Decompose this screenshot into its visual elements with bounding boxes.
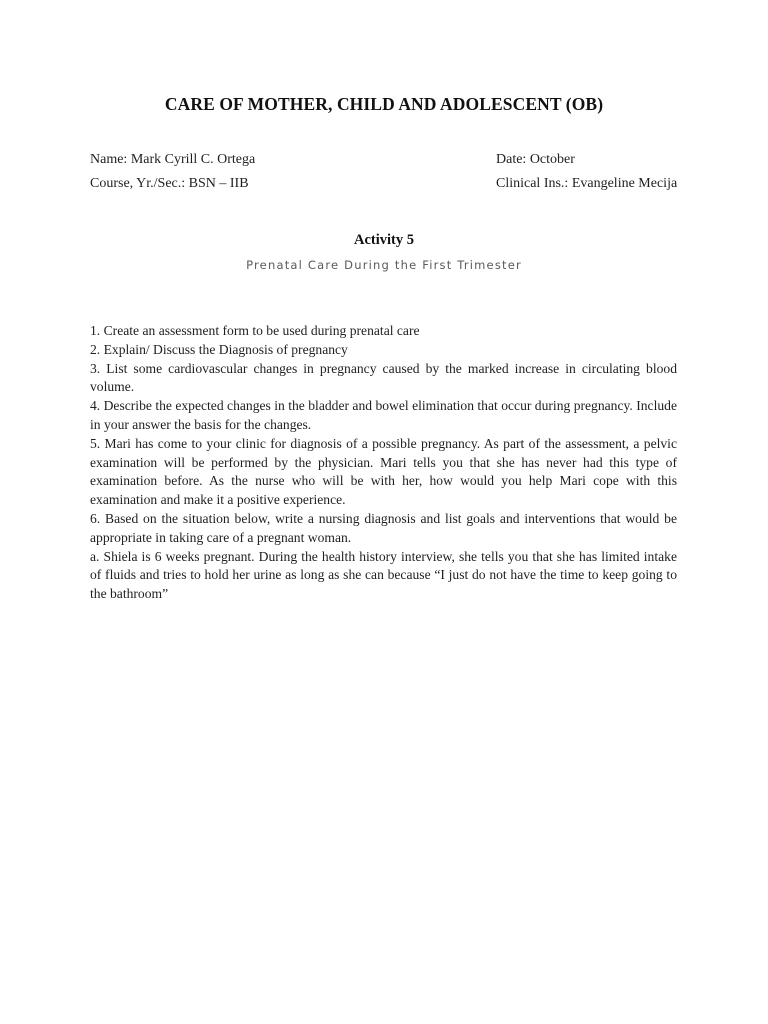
list-item: 1. Create an assessment form to be used during prenatal care (90, 323, 420, 338)
list-item: 6. Based on the situation below, write a nursing diagnosis and list goals and interventions that would be appropriate in taking care of a pregnant woman. (90, 510, 677, 545)
list-item: 5. Mari has come to your clinic for diagnosis of a possible pregnancy. As part of the assessment, a pelvic examination will be performed by the physician. Mari tells you that she has never had this type of examination before. As the nurse who will be with her, how would you help Mari cope with this examination and make it a positive experience. (90, 435, 677, 508)
document-title: CARE OF MOTHER, CHILD AND ADOLESCENT (OB) (164, 94, 604, 114)
list-item: 3. List some cardiovascular changes in pregnancy caused by the marked increase in circulating blood volume. (90, 360, 677, 395)
date-field: Date: October (496, 152, 575, 167)
course-section: Course, Yr./Sec.: BSN – IIB (90, 176, 249, 191)
list-item: 2. Explain/ Discuss the Diagnosis of pregnancy (90, 341, 348, 357)
activity-title: Activity 5 (354, 232, 414, 248)
list-item: 4. Describe the expected changes in the bladder and bowel elimination that occur during pregnancy. Include in your answer the basis for the changes. (90, 398, 677, 432)
clinical-instructor: Clinical Ins.: Evangeline Mecija (496, 176, 678, 191)
list-item: a. Shiela is 6 weeks pregnant. During the health history interview, she tells you that she has limited intake of fluids and tries to hold her urine as long as she can because “I just do not have the time to keep going to the bathroom” (90, 548, 677, 602)
activity-items (90, 322, 677, 604)
student-name: Name: Mark Cyrill C. Ortega (90, 152, 256, 167)
activity-subtitle: Prenatal Care During the First Trimester (246, 258, 522, 272)
